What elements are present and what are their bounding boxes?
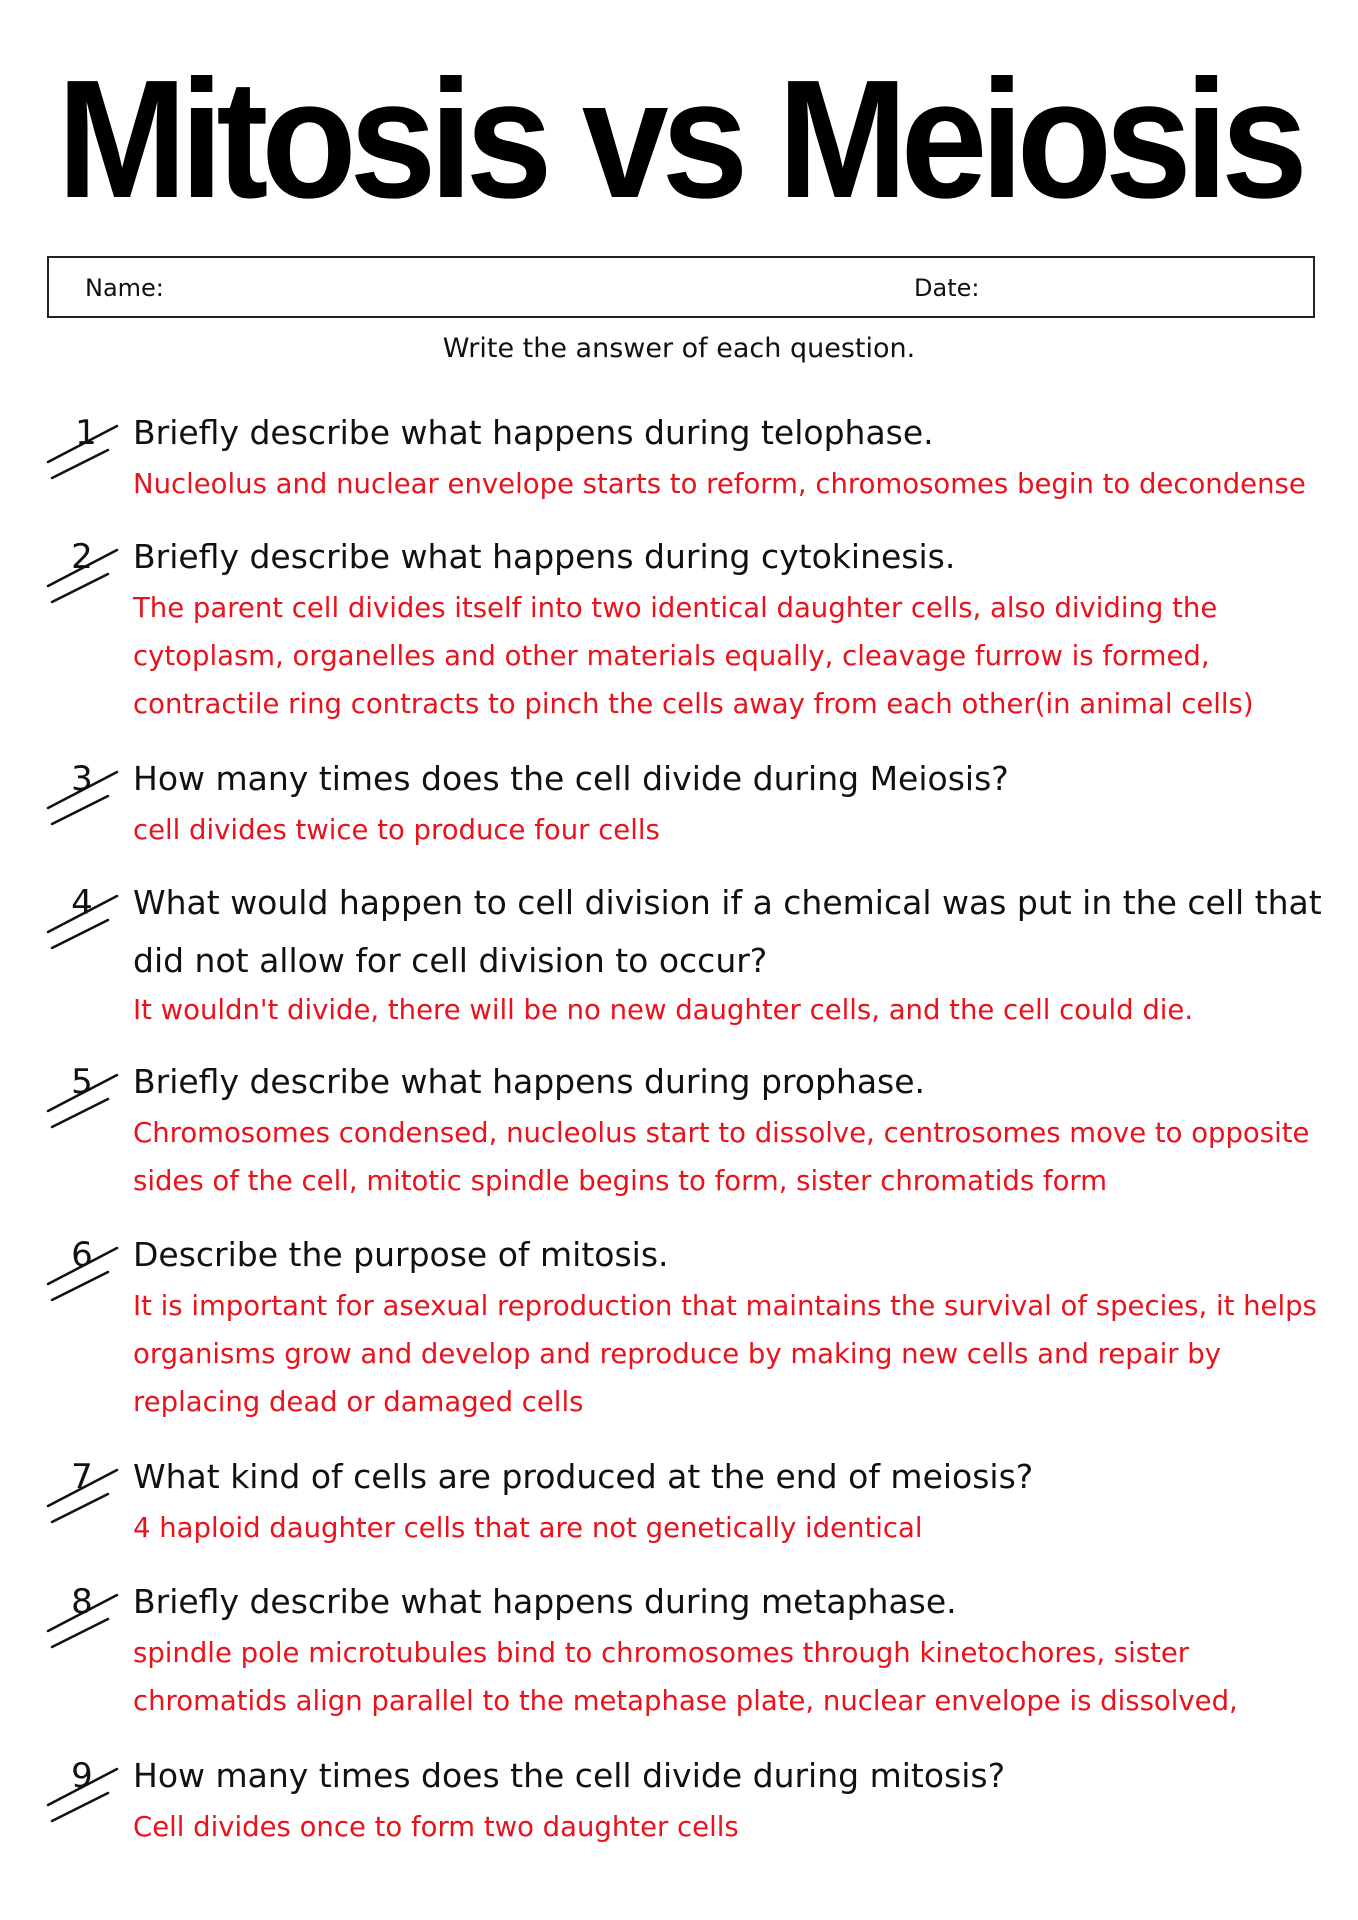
answer-text: It is important for asexual reproduction that maintains the survival of species, it helps organisms grow and develop and reproduce by making new cells and repair by replacing dead or damaged cells <box>133 1290 1326 1418</box>
question-number: 4 <box>71 883 93 923</box>
answer-text: Chromosomes condensed, nucleolus start to dissolve, centrosomes move to opposite sides of the cell, mitotic spindle begins to form, sister chromatids form <box>133 1117 1319 1197</box>
question-number: 5 <box>71 1062 93 1102</box>
question-text: How many times does the cell divide during Meiosis? <box>133 759 1009 798</box>
question-text: What kind of cells are produced at the end of meiosis? <box>133 1457 1034 1496</box>
question-text: How many times does the cell divide during mitosis? <box>133 1756 1006 1795</box>
name-date-box <box>47 256 1315 318</box>
date-label: Date: <box>914 274 980 302</box>
answer-text: spindle pole microtubules bind to chromosomes through kinetochores, sister chromatids align parallel to the metaphase plate, nuclear envelope is dissolved, <box>133 1637 1238 1717</box>
question-number: 7 <box>71 1457 93 1497</box>
name-label: Name: <box>85 274 164 302</box>
answer-text: The parent cell divides itself into two identical daughter cells, also dividing the cytoplasm, organelles and other materials equally, cleavage furrow is formed, contractile ring contracts to pinch the cells away from each other(in animal cells) <box>133 592 1254 720</box>
answer-text: cell divides twice to produce four cells <box>133 814 660 846</box>
question-number: 9 <box>71 1756 93 1796</box>
question-number: 1 <box>75 413 97 453</box>
answer-text: Nucleolus and nuclear envelope starts to reform, chromosomes begin to decondense <box>133 468 1306 500</box>
question-number: 8 <box>71 1582 93 1622</box>
question-text: Briefly describe what happens during prophase. <box>133 1062 926 1101</box>
question-text: What would happen to cell division if a chemical was put in the cell that did not allow for cell division to occur? <box>133 883 1333 980</box>
question-text: Briefly describe what happens during telophase. <box>133 413 934 452</box>
question-text: Briefly describe what happens during cytokinesis. <box>133 537 956 576</box>
instruction-text: Write the answer of each question. <box>442 333 916 364</box>
question-text: Briefly describe what happens during metaphase. <box>133 1582 957 1621</box>
question-number: 3 <box>71 759 93 799</box>
question-text: Describe the purpose of mitosis. <box>133 1235 669 1274</box>
answer-text: Cell divides once to form two daughter cells <box>133 1811 739 1843</box>
question-number: 2 <box>71 537 93 577</box>
question-number: 6 <box>71 1235 93 1275</box>
answer-text: It wouldn't divide, there will be no new daughter cells, and the cell could die. <box>133 994 1194 1026</box>
answer-text: 4 haploid daughter cells that are not genetically identical <box>133 1512 923 1544</box>
worksheet-title: Mitosis vs Meiosis <box>57 45 1301 234</box>
